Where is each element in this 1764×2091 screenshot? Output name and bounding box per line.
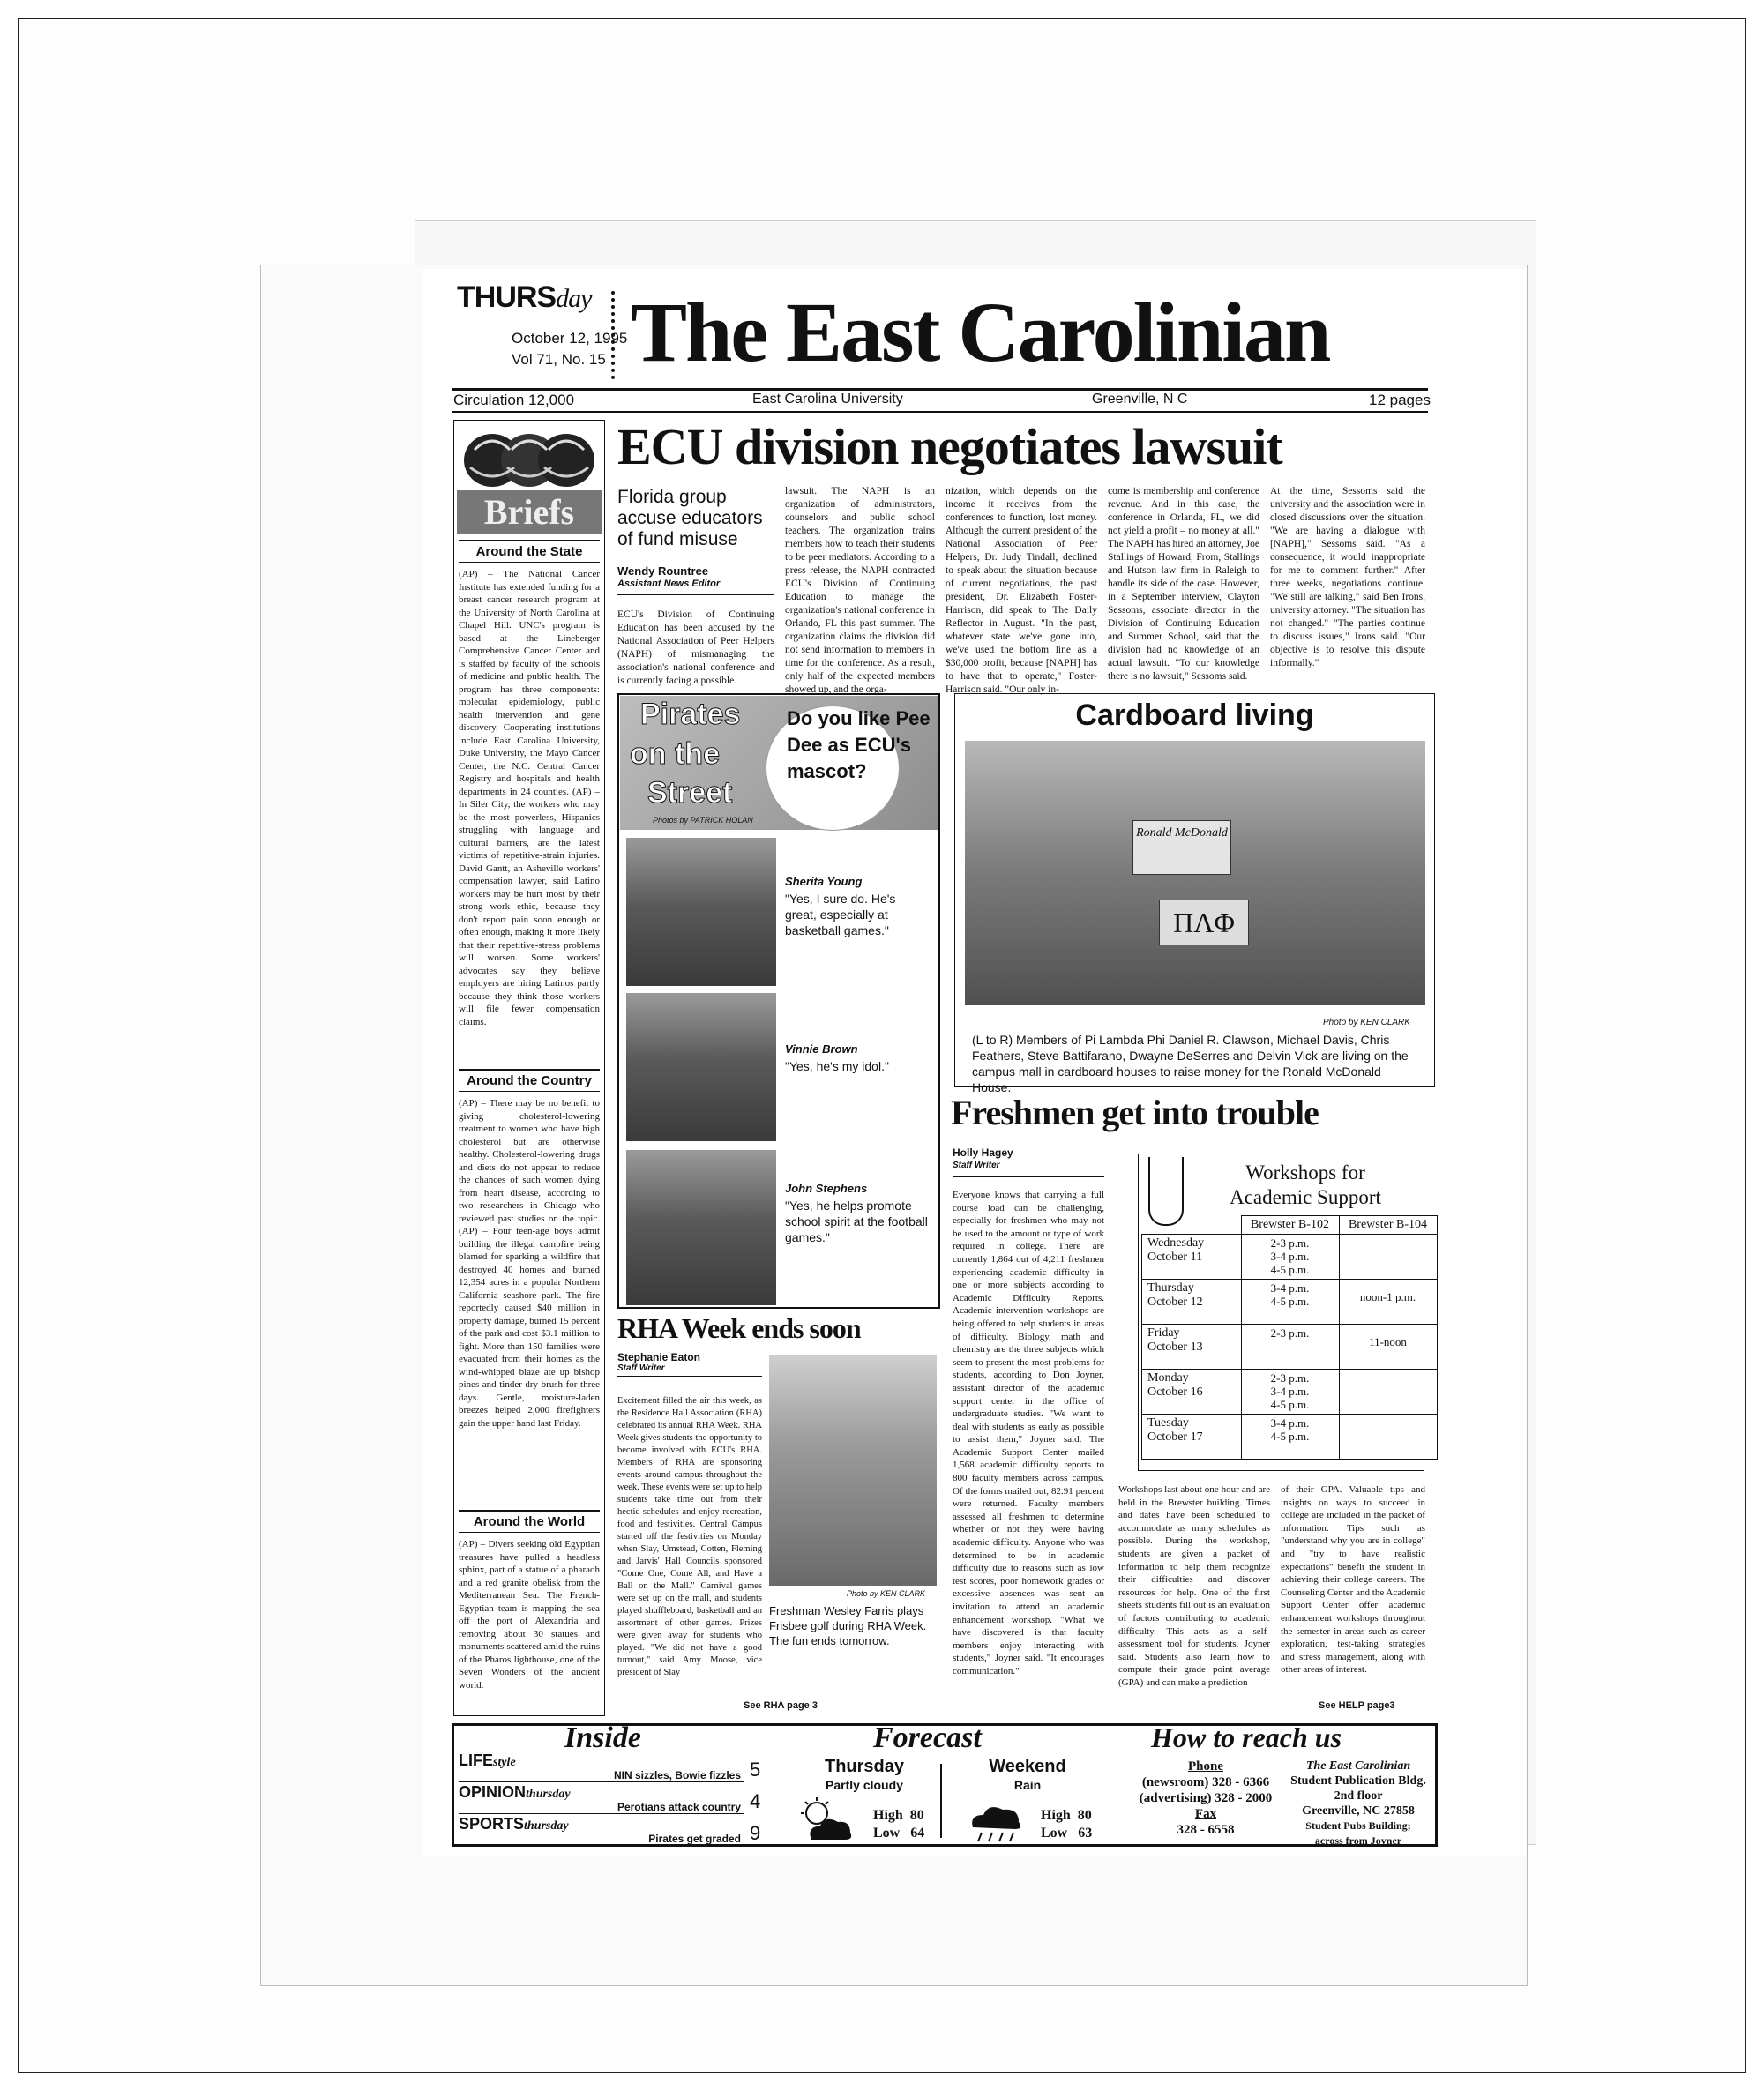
fraternity-letters: ΠΛΦ	[1159, 900, 1249, 945]
lead-byline-rule	[617, 594, 774, 595]
forecast-high-2: High 80	[1041, 1808, 1092, 1823]
lead-col-4: come is membership and conference revenue. And in this case, the conference in Orlanda, FL, we did not yield a profit – no money at all." The NAPH has hired an attorney, Joe Stallings of Howard, From, Stallings and Hutson law firm in Raleigh to handle its side of the case. However, in a September interview, Clayton Sessoms, associate director in the Division of Continuing Education and Summer School, said that the division had no knowledge of an actual lawsuit. "To our knowledge there is no lawsuit," Sessoms said.	[1108, 486, 1259, 682]
workshop-row	[1142, 1370, 1438, 1415]
ronald-sign: Ronald McDonald	[1132, 820, 1231, 875]
lead-byline-title: Assistant News Editor	[617, 579, 721, 589]
cardboard-credit: Photo by KEN CLARK	[1323, 1018, 1410, 1027]
briefs-text-world: (AP) – Divers seeking old Egyptian treasures have pulled a headless sphinx, part of a statue of a pharaoh and a red granite obelisk from the Mediterranean Sea. The French-Egyptian team is mapping the sea off the port of Alexandria and removing about 30 statues and monuments scattered amid the ruins of the Pharos lighthouse, one of the Seven Wonders of the ancient world.	[459, 1539, 600, 1691]
workshop-b102-times: 3-4 p.m. 4-5 p.m.	[1241, 1415, 1339, 1460]
rain-cloud-icon	[966, 1796, 1028, 1845]
workshop-b104-times	[1339, 1370, 1437, 1415]
pirates-title-1: Pirates	[640, 698, 741, 731]
freshmen-col-3: of their GPA. Valuable tips and insights on ways to succeed in college are included in the packet of information. Tips such as "understand why you are in college" and "try to have realistic expectations" benefit the student in achieving their college careers. The Counseling Center and the Academic Support Center offer academic enhancement workshops throughout the semester in areas such as career exploration, test-taking strategies and stress management, along with other areas of interest.	[1281, 1484, 1425, 1676]
workshop-row	[1142, 1415, 1438, 1460]
briefs-text-country: (AP) – There may be no benefit to giving cholesterol-lowering treatment to women who have high cholesterol but are otherwise healthy. Cholesterol-lowering drugs and diets do not appear to reduce the chances of such women dying from heart disease, according to two researchers in Chicago who reviewed past studies on the topic. (AP) – Four teen-age boys admit building the illegal campfire being blamed for sparking a wildfire that destroyed 40 homes and burned 12,354 acres in a popular Northern California seashore park. The fire reportedly caused $40 million in property damage, burned 15 percent of the park and cost $3.1 million to fight. More than 150 families were evacuated from their homes as the wind-whipped blaze ate up bishop pines and tinder-dry brush for three days. Gentle, moisture-laden breezes helped 2,000 firefighters gain the upper hand last Friday.	[459, 1098, 600, 1429]
rha-caption: Freshman Wesley Farris plays Frisbee golf during RHA Week. The fun ends tomorrow.	[769, 1604, 927, 1647]
freshmen-byline-rule	[953, 1176, 1104, 1177]
inside-item-opinion[interactable]: OPINIONthursday Perotians attack country 4	[459, 1783, 761, 1813]
vinnie-brown-photo	[626, 993, 776, 1141]
briefs-text-state: (AP) – The National Cancer Institute has extended funding for a breast cancer research program at the University of North Carolina at Chapel Hill. UNC's program is based at the Lineberger Comprehensive Cancer Center and is staffed by faculty of the schools of medicine and public health. The program has three components: molecular epidemiology, public health intervention and gene discovery. Cooperating institutions include East Carolina University, Duke University, the Mayo Cancer Center, the N.C. Central Cancer Registry and hospitals and health departments in 24 counties. (AP) – In Siler City, the workers who may be the most powerless, Hispanics struggling with language and cultural barriers, are the latest victims of repetitive-strain injuries. David Gantt, an Asheville workers' compensation lawyer, said Latino workers may be hurt most by their strong work ethic, because they don't report pain soon enough or often enough, making it more likely that their repetitive-stress problems will worsen. Some workers' advocates say they believe employers are hiring Latinos partly because they think those workers will file fewer compensation claims.	[459, 569, 600, 1027]
rha-text: Excitement filled the air this week, as the Residence Hall Association (RHA) celebrated its annual RHA Week. RHA Week gives students the opportunity to become involved with ECU's RHA. Members of RHA are sponsoring events around campus throughout the week. These events were set up to help students take time out from their hectic schedules and enjoy recreation, food and festivities. Central Campus started off the festivities on Monday when Slay, Umstead, Cotten, Fleming and Jarvis' Hall Councils sponsored "Come One, Come All, and Have a Ball on the Mall." Carnival games were set up on the mall, and students played shuffleboard, basketball and an assortment of other games. Prizes were given away for students who played. "We did not have a good turnout," said Amy Moose, vice president of Slay	[617, 1396, 763, 1677]
briefs-heading-country: Around the Country	[459, 1069, 600, 1092]
response-name-2: Vinnie Brown	[785, 1042, 858, 1056]
workshop-b104-times	[1339, 1235, 1437, 1280]
cardboard-photo	[965, 741, 1425, 1005]
lead-byline: Wendy Rountree	[617, 564, 709, 578]
cardboard-caption: (L to R) Members of Pi Lambda Phi Daniel R. Clawson, Michael Davis, Chris Feathers, Steve Battifarano, Dwayne DeSerres and Delvin Vick are living on the campus mall in cardboard houses to raise money for the Ronald McDonald House.	[972, 1033, 1409, 1094]
fax-number[interactable]: 328 - 6558	[1177, 1823, 1235, 1837]
sherita-young-photo	[626, 838, 776, 986]
response-quote-1: "Yes, I sure do. He's great, especially at basketball games."	[785, 892, 896, 937]
issue-volume: Vol 71, No. 15	[512, 351, 606, 368]
freshmen-headline: Freshmen get into trouble	[951, 1093, 1319, 1132]
lead-col-5: At the time, Sessoms said the university and the association were in closed discussions over the situation. "We are having a dialogue with [NAPH]," Sessoms said. "As a consequence, it would inappropriate for me to comment further." After three weeks, negotiations continue. "We still are talking," said Ben Irons, university attorney. "The situation has not changed." "The parties continue to discuss issues," Irons said. "Our objective is to resolve this dispute informally."	[1270, 486, 1425, 668]
forecast-high-1: High 80	[873, 1808, 924, 1823]
freshmen-byline: Holly Hagey	[953, 1146, 1013, 1159]
forecast-divider	[940, 1764, 942, 1838]
workshop-b102-times: 2-3 p.m. 3-4 p.m. 4-5 p.m.	[1241, 1370, 1339, 1415]
workshop-b104-times: 11-noon	[1339, 1325, 1437, 1370]
pirates-title-3: Street	[647, 776, 733, 810]
contact-title: How to reach us	[1151, 1721, 1342, 1753]
workshop-b104-times	[1339, 1415, 1437, 1460]
workshop-row	[1142, 1325, 1438, 1370]
response-name-3: John Stephens	[785, 1182, 868, 1195]
inside-item-life[interactable]: LIFEstyle NIN sizzles, Bowie fizzles 5	[459, 1751, 761, 1781]
contact-address: The East Carolinian Student Publication Bldg. 2nd floor Greenville, NC 27858 Student Pubs Building; across from Joyner	[1290, 1759, 1426, 1847]
workshop-b102-times: 2-3 p.m.	[1241, 1325, 1339, 1370]
pirates-title-2: on the	[630, 737, 720, 771]
workshop-day: Wednesday October 11	[1142, 1235, 1242, 1280]
forecast-cond-1: Partly cloudy	[826, 1778, 903, 1792]
response-name-1: Sherita Young	[785, 875, 863, 888]
fax-label: Fax	[1194, 1807, 1217, 1821]
day-label: THURSday	[457, 280, 592, 314]
rha-headline: RHA Week ends soon	[617, 1312, 861, 1344]
workshop-day: Thursday October 12	[1142, 1280, 1242, 1325]
freshmen-jump: See HELP page3	[1319, 1700, 1395, 1711]
workshops-table-wrap	[1141, 1215, 1438, 1460]
inside-list	[459, 1751, 776, 1847]
inside-title: Inside	[564, 1721, 641, 1754]
lead-col-1: ECU's Division of Continuing Education has been accused by the National Association of Peer Helpers (NAPH) of mismanaging the association's national conference and is currently facing a possible	[617, 609, 774, 686]
workshop-row	[1142, 1235, 1438, 1280]
workshop-day: Friday October 13	[1142, 1325, 1242, 1370]
briefs-title-band	[457, 490, 602, 534]
circulation: Circulation 12,000	[453, 392, 575, 408]
briefs-globe-icon	[457, 423, 602, 494]
city: Greenville, N C	[1092, 392, 1188, 407]
rha-byline-rule	[617, 1376, 762, 1377]
john-stephens-photo	[626, 1150, 776, 1305]
pirates-question: Do you like Pee Dee as ECU's mascot?	[787, 707, 931, 782]
contact-phones	[1122, 1759, 1289, 1838]
forecast-cond-2: Rain	[1013, 1778, 1042, 1792]
newsroom-phone[interactable]: (newsroom) 328 - 6366	[1141, 1775, 1270, 1789]
workshop-b104-times: noon-1 p.m.	[1339, 1280, 1437, 1325]
briefs-content	[459, 540, 600, 1713]
newspaper-title: The East Carolinian	[631, 285, 1330, 379]
lead-col-2: lawsuit. The NAPH is an organization of administrators, counselors and public school teachers. The organization trains members how to teach their students to be peer mediators. According to a press release, the NAPH contracted ECU's Division of Continuing Education to manage the organization's national conference in Orlando, FL this past summer. The organization claims the division did not send information to members in time for the conference. As a result, only half of the expected members showed up, and the orga-	[785, 486, 935, 695]
forecast-title: Forecast	[873, 1721, 982, 1754]
response-quote-2: "Yes, he's my idol."	[785, 1059, 889, 1073]
lead-headline: ECU division negotiates lawsuit	[617, 418, 1282, 475]
forecast-low-1: Low 64	[873, 1826, 925, 1841]
workshops-title-1: Workshops for	[1245, 1161, 1365, 1184]
workshops-title-2: Academic Support	[1230, 1186, 1381, 1208]
issue-date: October 12, 1995	[512, 330, 628, 347]
workshop-b102-times: 2-3 p.m. 3-4 p.m. 4-5 p.m.	[1241, 1235, 1339, 1280]
partly-cloudy-icon	[796, 1796, 857, 1845]
col-header-b104: Brewster B-104	[1339, 1216, 1437, 1235]
freshmen-col-2: Workshops last about one hour and are held in the Brewster building. Times and dates have been scheduled to accommodate as many schedules as possible. During the workshop, students are given a packet of information to help them recognize their difficulties and discover resources for help. One of the first sheets students fill out is an evaluation of factors contributing to academic difficulty. This acts as a self-assessment tool for students, Joyner said. Students also learn how to compute their grade point average (GPA) and can make a prediction	[1118, 1484, 1270, 1688]
lead-col-3: nization, which depends on the income it receives from the conferences to function, lost money. Although the current president of the National Association of Peer Helpers, Dr. Judy Tindall, declined to speak about the situation because of current negotiations, the past president, Dr. Elizabeth Foster-Harrison, did speak to The Daily Reflector in August. "In the past, whatever state we've gone into, we've used the bottom line as a $30,000 profit, because [NAPH] has to have that to operate," Foster-Harrison said. "Our only in-	[946, 486, 1097, 695]
workshops-title	[1191, 1161, 1420, 1210]
page-count: 12 pages	[1369, 392, 1431, 408]
masthead-rule	[452, 388, 1428, 391]
rha-photo-credit: Photo by KEN CLARK	[847, 1589, 926, 1598]
workshop-b102-times: 3-4 p.m. 4-5 p.m.	[1241, 1280, 1339, 1325]
workshop-row	[1142, 1280, 1438, 1325]
inside-item-sports[interactable]: SPORTSthursday Pirates get graded 9	[459, 1815, 761, 1845]
pirates-photo-credit: Photos by PATRICK HOLAN	[653, 816, 753, 825]
briefs-heading-world: Around the World	[459, 1510, 600, 1533]
forecast-low-2: Low 63	[1041, 1826, 1093, 1841]
briefs-title: Briefs	[483, 492, 575, 532]
workshop-day: Monday October 16	[1142, 1370, 1242, 1415]
rha-byline: Stephanie Eaton	[617, 1351, 701, 1363]
forecast-day-1: Thursday	[824, 1757, 905, 1776]
rha-byline-title: Staff Writer	[617, 1363, 665, 1373]
rha-photo	[769, 1355, 937, 1586]
rha-jump: See RHA page 3	[744, 1700, 818, 1711]
briefs-heading-state: Around the State	[459, 540, 600, 563]
masthead-rule-lower	[452, 411, 1428, 413]
advertising-phone[interactable]: (advertising) 328 - 2000	[1139, 1791, 1273, 1805]
phone-label: Phone	[1187, 1759, 1223, 1774]
pirate-doodle-icon	[1138, 1840, 1252, 1847]
cardboard-title: Cardboard living	[1075, 698, 1314, 732]
freshmen-byline-title: Staff Writer	[953, 1161, 1000, 1170]
university-name: East Carolina University	[752, 392, 903, 407]
forecast-day-2: Weekend	[989, 1757, 1066, 1776]
masthead-divider	[611, 291, 618, 379]
workshop-day: Tuesday October 17	[1142, 1415, 1242, 1460]
workshops-table	[1141, 1215, 1438, 1460]
col-header-b102: Brewster B-102	[1241, 1216, 1339, 1235]
freshmen-col-1: Everyone knows that carrying a full course load can be challenging, especially for freshmen who may not be used to the amount or type of work required in college. There are currently 1,864 out of 4,211 freshmen experiencing academic difficulty in one or more subjects according to Academic Difficulty Reports. Academic intervention workshops are being offered to help students in areas of difficulty. Biology, math and chemistry are the three subjects which seem to present the most problems for students, according to Don Joyner, assistant director of the academic support center in the office of undergraduate studies. "We want to deal with students as early as possible to assist them," Joyner said. The Academic Support Center mailed 1,568 academic difficulty reports to 800 faculty members across campus. Of the forms mailed out, 82.91 percent were returned. Faculty members assessed all freshmen to determine whether or not they were having academic difficulty. Anyone who was determined to be in academic difficulty due to reasons such as low test scores, poor homework grades or excessive absences was sent an invitation to attend an academic enhancement workshop. "What we have discovered is that faculty members enjoy interacting with students," Joyner said. "It encourages communication."	[953, 1190, 1104, 1677]
response-quote-3: "Yes, he helps promote school spirit at the football games."	[785, 1199, 928, 1244]
lead-subhead: Florida group accuse educators of fund misuse	[617, 487, 763, 549]
